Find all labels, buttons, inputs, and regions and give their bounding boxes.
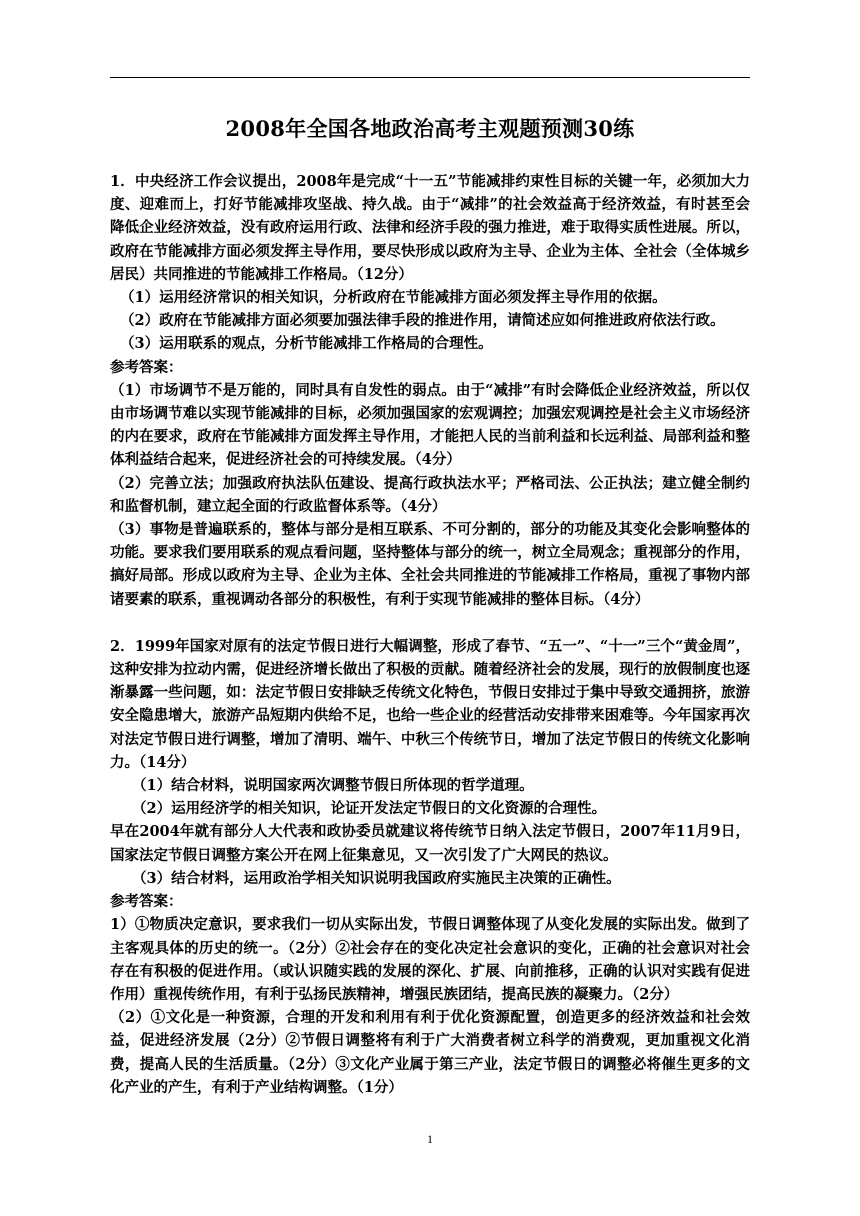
q1-answer-2: （2）完善立法；加强政府执法队伍建设、提高行政执法水平；严格司法、公正执法；建立健全制约和监督机制，建立起全面的行政监督体系等。（4分） xyxy=(110,474,750,515)
q1-answer-label: 参考答案： xyxy=(110,358,183,376)
q1-answer-1: （1）市场调节不是万能的，同时具有自发性的弱点。由于“减排”有时会降低企业经济效益，所以仅由市场调节难以实现节能减排的目标，必须加强国家的宏观调控；加强宏观调控是社会主义市场经济的内在要求，政府在节能减排方面发挥主导作用，才能把人民的当前利益和长远利益、局部利益和整体利益结合起来，促进经济社会的可持续发展。（4分） xyxy=(110,381,750,469)
q2-answer-label: 参考答案： xyxy=(110,893,183,911)
q2-stem: 2．1999年国家对原有的法定节假日进行大幅调整，形成了春节、“五一”、“十一”三个“黄金周”，这种安排为拉动内需，促进经济增长做出了积极的贡献。随着经济社会的发展，现行的放假制度也逐渐暴露一些问题，如：法定节假日安排缺乏传统文化特色，节假日安排过于集中导致交通拥挤，旅游安全隐患增大，旅游产品短期内供给不足，也给一些企业的经营活动安排带来困难等。今年国家再次对法定节假日进行调整，增加了清明、端午、中秋三个传统节日，增加了法定节假日的传统文化影响力。（14分） xyxy=(110,637,750,771)
q2-extra-material: 早在2004年就有部分人大代表和政协委员就建议将传统节日纳入法定节假日，2007年11月9日，国家法定节假日调整方案公开在网上征集意见，又一次引发了广大网民的热议。 xyxy=(110,823,750,864)
document-body xyxy=(110,170,750,1099)
q1-stem: 1．中央经济工作会议提出，2008年是完成“十一五”节能减排约束性目标的关键一年，必须加大力度、迎难而上，打好节能减排攻坚战、持久战。由于“减排”的社会效益高于经济效益，有时甚至会降低企业经济效益，没有政府运用行政、法律和经济手段的强力推进，难于取得实质性进展。所以，政府在节能减排方面必须发挥主导作用，要尽快形成以政府为主导、企业为主体、全社会（全体城乡居民）共同推进的节能减排工作格局。（12分） xyxy=(110,173,750,283)
page-title: 2008年全国各地政治高考主观题预测30练 xyxy=(225,116,635,141)
q2-sub3: （3）结合材料，运用政治学相关知识说明我国政府实施民主决策的正确性。 xyxy=(132,869,621,887)
q1-answer-3: （3）事物是普遍联系的，整体与部分是相互联系、不可分割的，部分的功能及其变化会影响整体的功能。要求我们要用联系的观点看问题，坚持整体与部分的统一，树立全局观念；重视部分的作用，搞好局部。形成以政府为主导、企业为主体、全社会共同推进的节能减排工作格局，重视了事物内部诸要素的联系，重视调动各部分的积极性，有利于实现节能减排的整体目标。（4分） xyxy=(110,521,750,608)
header-rule xyxy=(110,77,750,78)
q2-sub2: （2）运用经济学的相关知识，论证开发法定节假日的文化资源的合理性。 xyxy=(132,800,607,818)
q2-answer-2: （2）①文化是一种资源，合理的开发和利用有利于优化资源配置，创造更多的经济效益和社会效益，促进经济发展（2分）②节假日调整将有利于广大消费者树立科学的消费观，更加重视文化消费，提高人民的生活质量。（2分）③文化产业属于第三产业，法定节假日的调整必将催生更多的文化产业的产生，有利于产业结构调整。（1分） xyxy=(110,1009,750,1096)
q1-sub1: （1）运用经济常识的相关知识，分析政府在节能减排方面必须发挥主导作用的依据。 xyxy=(120,289,667,307)
q2-answer-1: 1）①物质决定意识，要求我们一切从实际出发，节假日调整体现了从变化发展的实际出发。做到了主客观具体的历史的统一。（2分）②社会存在的变化决定社会意识的变化，正确的社会意识对社会存在有积极的促进作用。（或认识随实践的发展的深化、扩展、向前推移，正确的认识对实践有促进作用）重视传统作用，有利于弘扬民族精神，增强民族团结，提高民族的凝聚力。（2分） xyxy=(110,916,750,1003)
section-gap xyxy=(110,611,750,635)
q2-sub1: （1）结合材料，说明国家两次调整节假日所体现的哲学道理。 xyxy=(132,777,534,795)
page-number: 1 xyxy=(427,1132,433,1146)
q1-sub2: （2）政府在节能减排方面必须要加强法律手段的推进作用，请简述应如何推进政府依法行政。 xyxy=(120,312,725,330)
q1-sub3: （3）运用联系的观点，分析节能减排工作格局的合理性。 xyxy=(120,335,493,353)
